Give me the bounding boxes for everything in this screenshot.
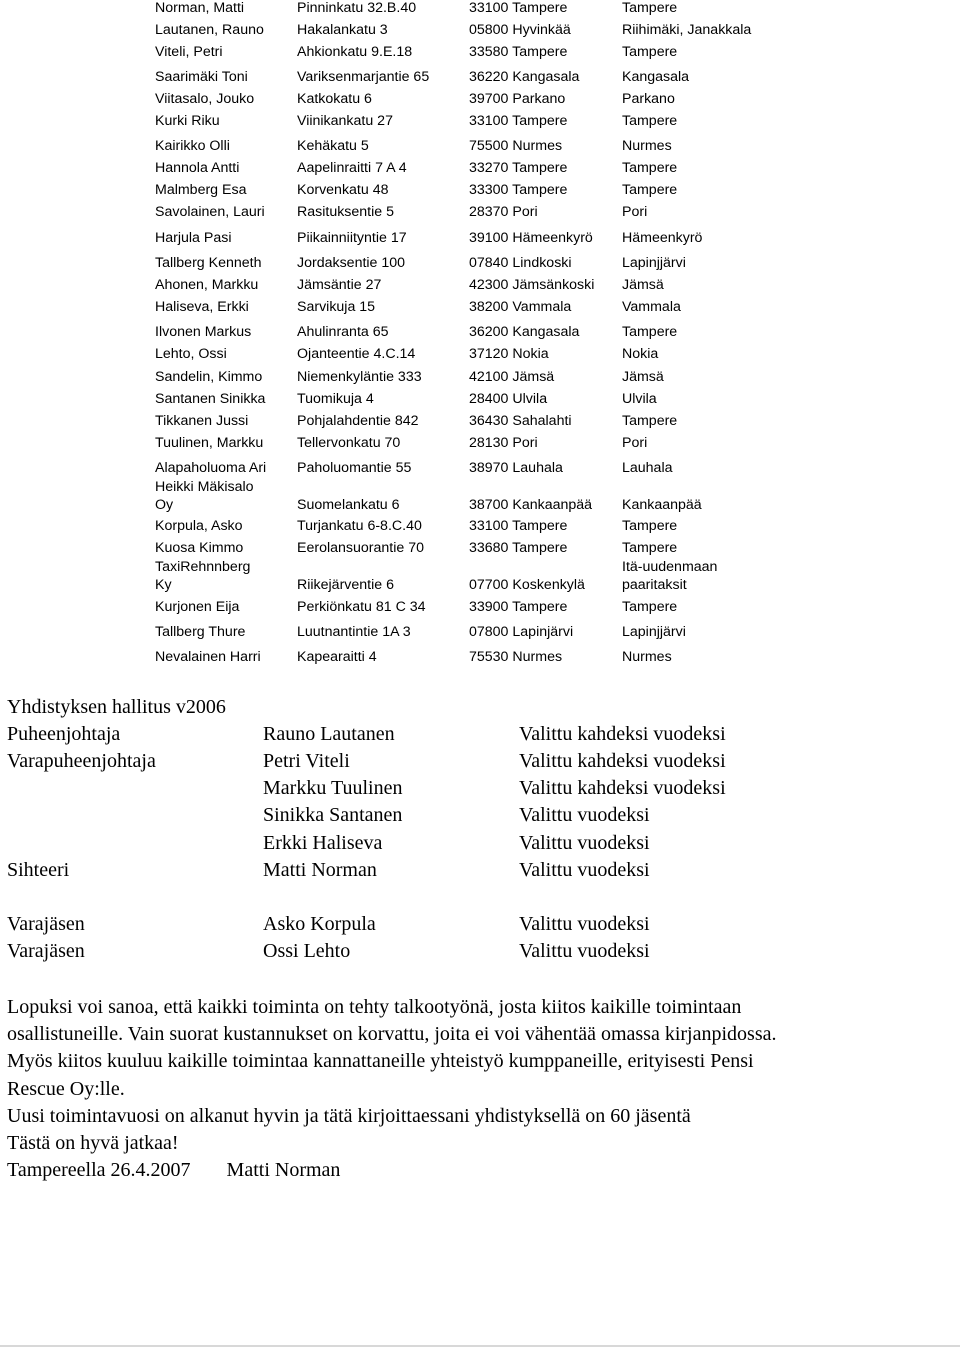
board-heading: Yhdistyksen hallitus v2006 bbox=[7, 696, 226, 718]
member-address: Ahkionkatu 9.E.18 bbox=[297, 44, 413, 60]
board-role: Sihteeri bbox=[7, 859, 70, 881]
member-row bbox=[0, 277, 960, 299]
board-role: Varapuheenjohtaja bbox=[7, 750, 156, 772]
member-row bbox=[0, 413, 960, 435]
closing-line: Tästä on hyvä jatkaa! bbox=[7, 1132, 179, 1155]
member-name: Harjula Pasi bbox=[155, 230, 232, 246]
member-row bbox=[0, 91, 960, 113]
member-municipality: Kangasala bbox=[622, 69, 690, 85]
member-postal: 39700 Parkano bbox=[469, 91, 566, 107]
member-address: Jordaksentie 100 bbox=[297, 255, 406, 271]
member-municipality: Vammala bbox=[622, 299, 681, 315]
board-person: Rauno Lautanen bbox=[263, 723, 395, 745]
closing-line: Lopuksi voi sanoa, että kaikki toiminta on tehty talkootyönä, josta kiitos kaikille toimintaan bbox=[7, 996, 742, 1018]
member-row bbox=[0, 624, 960, 646]
member-row bbox=[0, 0, 960, 22]
member-address: Riikejärventie 6 bbox=[297, 577, 394, 593]
member-municipality: Lauhala bbox=[622, 460, 673, 476]
member-municipality: Lapinjjärvi bbox=[622, 255, 686, 271]
closing-line: Uusi toimintavuosi on alkanut hyvin ja tätä kirjoittaessani yhdistyksellä on 60 jäsentä bbox=[7, 1104, 691, 1127]
member-name: Oy bbox=[155, 497, 174, 513]
board-role: Varajäsen bbox=[7, 940, 85, 962]
member-postal: 42300 Jämsänkoski bbox=[469, 277, 595, 293]
member-name: Kairikko Olli bbox=[155, 138, 230, 154]
member-row bbox=[0, 497, 960, 519]
member-name: Ahonen, Markku bbox=[155, 277, 259, 293]
member-address: Pinninkatu 32.B.40 bbox=[297, 0, 417, 16]
member-municipality: Tampere bbox=[622, 113, 678, 129]
member-municipality: Jämsä bbox=[622, 277, 664, 293]
member-postal: 07840 Lindkoski bbox=[469, 255, 572, 271]
member-municipality: Nokia bbox=[622, 346, 659, 362]
member-name: Kurjonen Eija bbox=[155, 599, 240, 615]
member-municipality: Pori bbox=[622, 204, 648, 220]
member-municipality: Tampere bbox=[622, 599, 678, 615]
board-row bbox=[0, 776, 960, 803]
member-name: Nevalainen Harri bbox=[155, 649, 261, 665]
member-municipality: Tampere bbox=[622, 540, 678, 556]
board-person: Markku Tuulinen bbox=[263, 777, 403, 799]
place-date: Tampereella 26.4.2007 bbox=[7, 1159, 191, 1182]
signature-line bbox=[7, 1157, 947, 1184]
member-municipality: Lapinjjärvi bbox=[622, 624, 686, 640]
member-row bbox=[0, 346, 960, 368]
member-municipality: Tampere bbox=[622, 0, 678, 16]
member-postal: 07700 Koskenkylä bbox=[469, 577, 585, 593]
member-postal: 05800 Hyvinkää bbox=[469, 22, 571, 38]
member-address: Hakalankatu 3 bbox=[297, 22, 388, 38]
member-name: TaxiRehnnberg bbox=[155, 559, 251, 575]
member-name: Norman, Matti bbox=[155, 0, 245, 16]
member-address: Katkokatu 6 bbox=[297, 91, 372, 107]
member-address: Suomelankatu 6 bbox=[297, 497, 400, 513]
board-person: Erkki Haliseva bbox=[263, 832, 383, 854]
member-row bbox=[0, 255, 960, 277]
board-term: Valittu vuodeksi bbox=[519, 940, 650, 962]
member-municipality: Hämeenkyrö bbox=[622, 230, 703, 246]
member-postal: 36200 Kangasala bbox=[469, 324, 580, 340]
member-name: Tallberg Kenneth bbox=[155, 255, 262, 271]
board-person: Ossi Lehto bbox=[263, 940, 351, 962]
member-name: Alapaholuoma Ari bbox=[155, 460, 267, 476]
member-row bbox=[0, 324, 960, 346]
member-row bbox=[0, 391, 960, 413]
board-row bbox=[0, 831, 960, 858]
member-postal: 33100 Tampere bbox=[469, 0, 568, 16]
board-role: Puheenjohtaja bbox=[7, 723, 121, 745]
member-name: Viteli, Petri bbox=[155, 44, 223, 60]
board-row bbox=[0, 722, 960, 749]
member-municipality: Ulvila bbox=[622, 391, 657, 407]
member-name: Saarimäki Toni bbox=[155, 69, 248, 85]
member-name: Malmberg Esa bbox=[155, 182, 247, 198]
board-row bbox=[0, 912, 960, 939]
member-row bbox=[0, 44, 960, 66]
member-address: Aapelinraitti 7 A 4 bbox=[297, 160, 407, 176]
member-name: Hannola Antti bbox=[155, 160, 240, 176]
member-name: Ky bbox=[155, 577, 172, 593]
member-municipality: Tampere bbox=[622, 518, 678, 534]
board-row bbox=[0, 749, 960, 776]
member-address: Luutnantintie 1A 3 bbox=[297, 624, 411, 640]
member-municipality: Parkano bbox=[622, 91, 675, 107]
member-name: Lehto, Ossi bbox=[155, 346, 227, 362]
member-municipality: Nurmes bbox=[622, 138, 672, 154]
member-postal: 36220 Kangasala bbox=[469, 69, 580, 85]
member-name: Tallberg Thure bbox=[155, 624, 246, 640]
member-name: Korpula, Asko bbox=[155, 518, 243, 534]
member-row bbox=[0, 230, 960, 252]
closing-paragraph bbox=[7, 994, 947, 1184]
member-name: Savolainen, Lauri bbox=[155, 204, 265, 220]
member-row bbox=[0, 160, 960, 182]
member-municipality: Kankaanpää bbox=[622, 497, 702, 513]
member-row bbox=[0, 649, 960, 671]
member-row bbox=[0, 369, 960, 391]
board-term: Valittu vuodeksi bbox=[519, 913, 650, 935]
member-postal: 28370 Pori bbox=[469, 204, 538, 220]
member-municipality: Pori bbox=[622, 435, 648, 451]
board-term: Valittu vuodeksi bbox=[519, 859, 650, 881]
member-municipality: paaritaksit bbox=[622, 577, 687, 593]
closing-line: Myös kiitos kuuluu kaikille toimintaa kannattaneille yhteistyö kumppaneille, erityisesti Pensi bbox=[7, 1050, 754, 1073]
member-postal: 37120 Nokia bbox=[469, 346, 549, 362]
board-term: Valittu kahdeksi vuodeksi bbox=[519, 750, 726, 772]
board-person: Sinikka Santanen bbox=[263, 804, 403, 826]
member-name: Kuosa Kimmo bbox=[155, 540, 244, 556]
member-postal: 33100 Tampere bbox=[469, 113, 568, 129]
member-municipality: Tampere bbox=[622, 182, 678, 198]
board-term: Valittu kahdeksi vuodeksi bbox=[519, 723, 726, 745]
member-address: Turjankatu 6-8.C.40 bbox=[297, 518, 422, 534]
member-name: Ilvonen Markus bbox=[155, 324, 252, 340]
member-row bbox=[0, 577, 960, 599]
member-address: Pohjalahdentie 842 bbox=[297, 413, 419, 429]
member-row bbox=[0, 435, 960, 457]
member-municipality: Riihimäki, Janakkala bbox=[622, 22, 752, 38]
member-row bbox=[0, 69, 960, 91]
member-postal: 28130 Pori bbox=[469, 435, 538, 451]
member-postal: 33900 Tampere bbox=[469, 599, 568, 615]
member-address: Eerolansuorantie 70 bbox=[297, 540, 424, 556]
closing-line: Rescue Oy:lle. bbox=[7, 1077, 125, 1100]
member-address: Jämsäntie 27 bbox=[297, 277, 382, 293]
member-name: Tuulinen, Markku bbox=[155, 435, 264, 451]
board-row bbox=[0, 803, 960, 830]
member-postal: 75530 Nurmes bbox=[469, 649, 563, 665]
member-postal: 36430 Sahalahti bbox=[469, 413, 572, 429]
signature: Matti Norman bbox=[226, 1159, 341, 1182]
member-address: Rasituksentie 5 bbox=[297, 204, 394, 220]
member-municipality: Tampere bbox=[622, 324, 678, 340]
member-postal: 33580 Tampere bbox=[469, 44, 568, 60]
member-municipality: Jämsä bbox=[622, 369, 664, 385]
member-row bbox=[0, 204, 960, 226]
member-address: Paholuomantie 55 bbox=[297, 460, 412, 476]
member-postal: 75500 Nurmes bbox=[469, 138, 563, 154]
board-term: Valittu kahdeksi vuodeksi bbox=[519, 777, 726, 799]
member-postal: 38200 Vammala bbox=[469, 299, 572, 315]
member-postal: 42100 Jämsä bbox=[469, 369, 555, 385]
member-row bbox=[0, 599, 960, 621]
board-role: Varajäsen bbox=[7, 913, 85, 935]
member-name: Lautanen, Rauno bbox=[155, 22, 264, 38]
member-address: Tuomikuja 4 bbox=[297, 391, 374, 407]
board-term: Valittu vuodeksi bbox=[519, 804, 650, 826]
member-postal: 33300 Tampere bbox=[469, 182, 568, 198]
member-address: Niemenkyläntie 333 bbox=[297, 369, 422, 385]
member-row bbox=[0, 518, 960, 540]
member-postal: 39100 Hämeenkyrö bbox=[469, 230, 593, 246]
member-municipality: Nurmes bbox=[622, 649, 672, 665]
member-postal: 28400 Ulvila bbox=[469, 391, 548, 407]
board-person: Petri Viteli bbox=[263, 750, 350, 772]
member-municipality: Tampere bbox=[622, 160, 678, 176]
member-name: Haliseva, Erkki bbox=[155, 299, 249, 315]
member-name: Viitasalo, Jouko bbox=[155, 91, 255, 107]
member-postal: 33100 Tampere bbox=[469, 518, 568, 534]
member-row bbox=[0, 113, 960, 135]
member-postal: 33270 Tampere bbox=[469, 160, 568, 176]
board-row bbox=[0, 939, 960, 966]
closing-line: osallistuneille. Vain suorat kustannukset on korvattu, joita ei voi vähentää omassa kirjanpidossa. bbox=[7, 1023, 777, 1046]
board-row bbox=[0, 858, 960, 885]
member-postal: 07800 Lapinjärvi bbox=[469, 624, 574, 640]
member-address: Kehäkatu 5 bbox=[297, 138, 369, 154]
member-address: Viinikankatu 27 bbox=[297, 113, 393, 129]
member-name: Tikkanen Jussi bbox=[155, 413, 249, 429]
member-row bbox=[0, 138, 960, 160]
member-address: Kapearaitti 4 bbox=[297, 649, 377, 665]
member-name: Heikki Mäkisalo bbox=[155, 479, 254, 495]
member-postal: 38700 Kankaanpää bbox=[469, 497, 593, 513]
member-address: Ahulinranta 65 bbox=[297, 324, 389, 340]
board-term: Valittu vuodeksi bbox=[519, 832, 650, 854]
member-address: Variksenmarjantie 65 bbox=[297, 69, 430, 85]
member-municipality: Itä-uudenmaan bbox=[622, 559, 718, 575]
member-address: Sarvikuja 15 bbox=[297, 299, 376, 315]
board-person: Asko Korpula bbox=[263, 913, 376, 935]
page-divider bbox=[0, 1345, 960, 1347]
member-row bbox=[0, 299, 960, 321]
member-address: Perkiönkatu 81 C 34 bbox=[297, 599, 426, 615]
member-row bbox=[0, 182, 960, 204]
member-address: Tellervonkatu 70 bbox=[297, 435, 401, 451]
member-address: Piikainniityntie 17 bbox=[297, 230, 407, 246]
member-address: Korvenkatu 48 bbox=[297, 182, 389, 198]
member-postal: 33680 Tampere bbox=[469, 540, 568, 556]
member-name: Kurki Riku bbox=[155, 113, 220, 129]
member-name: Santanen Sinikka bbox=[155, 391, 266, 407]
member-postal: 38970 Lauhala bbox=[469, 460, 563, 476]
member-name: Sandelin, Kimmo bbox=[155, 369, 263, 385]
member-municipality: Tampere bbox=[622, 413, 678, 429]
board-person: Matti Norman bbox=[263, 859, 377, 881]
member-address: Ojanteentie 4.C.14 bbox=[297, 346, 416, 362]
board-heading-row bbox=[0, 695, 960, 722]
member-municipality: Tampere bbox=[622, 44, 678, 60]
member-row bbox=[0, 22, 960, 44]
